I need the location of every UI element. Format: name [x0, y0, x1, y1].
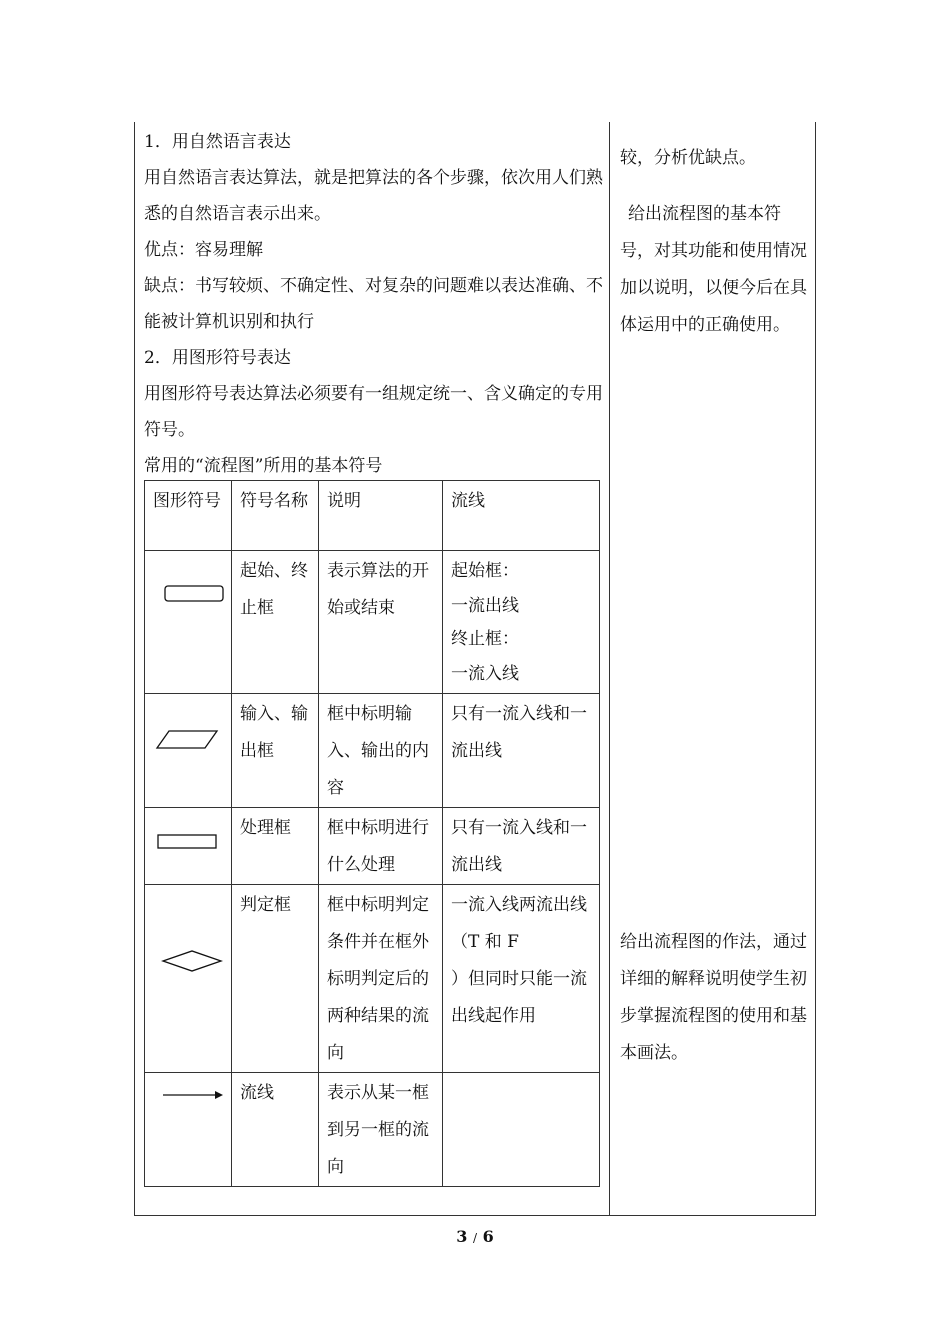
- main-content: [144, 124, 604, 484]
- symbol-name: 流线: [232, 1073, 319, 1187]
- flow-line: 一流入线两流出线: [451, 895, 587, 915]
- pros-text: 优点：容易理解: [144, 240, 263, 260]
- symbol-name: 判定框: [232, 885, 319, 1073]
- header-cell: 图形符号: [145, 481, 232, 551]
- symbol-flow: [443, 1073, 600, 1187]
- symbol-flow: [443, 885, 600, 1073]
- symbol-name: 输入、输出框: [232, 694, 319, 808]
- flowchart-symbol-table: [144, 480, 600, 1187]
- table-border-middle: [609, 122, 610, 1216]
- page-footer: [0, 1227, 950, 1246]
- arrow-icon: [159, 1085, 229, 1105]
- symbol-desc: 表示从某一框到另一框的流向: [319, 1073, 443, 1187]
- table-caption: 常用的“流程图”所用的基本符号: [144, 456, 383, 476]
- page-separator: /: [472, 1231, 478, 1245]
- table-border-right: [815, 122, 816, 1216]
- side-note-text: 给出流程图的作法，通过详细的解释说明使学生初步掌握流程图的使用和基本画法。: [620, 932, 807, 1063]
- side-note-2: [620, 196, 810, 344]
- symbol-name: 起始、终止框: [232, 551, 319, 694]
- table-row: [145, 885, 600, 1073]
- section2-heading: 2．用图形符号表达: [144, 348, 291, 368]
- table-row: [145, 551, 600, 694]
- shape-cell: [145, 1073, 232, 1187]
- page-total: 6: [482, 1227, 494, 1246]
- section2-body: 用图形符号表达算法必须要有一组规定统一、含义确定的专用符号。: [144, 384, 603, 440]
- symbol-desc: 框中标明输入、输出的内容: [319, 694, 443, 808]
- shape-cell: [145, 808, 232, 885]
- shape-cell: [145, 551, 232, 694]
- symbol-flow: 只有一流入线和一流出线: [443, 694, 600, 808]
- flow-line: 一流出线: [451, 596, 519, 616]
- rounded-rect-icon: [159, 577, 229, 637]
- header-cell: 流线: [443, 481, 600, 551]
- symbol-desc: 框中标明判定条件并在框外标明判定后的两种结果的流向: [319, 885, 443, 1073]
- table-row: [145, 694, 600, 808]
- side-note-text: 给出流程图的基本符号，对其功能和使用情况加以说明，以便今后在具体运用中的正确使用。: [620, 204, 807, 335]
- page-number: 3: [456, 1227, 468, 1246]
- table-border-left: [134, 122, 135, 1216]
- section1-heading: 1．用自然语言表达: [144, 132, 291, 152]
- diamond-icon: [159, 947, 229, 977]
- side-note-3: [620, 924, 810, 1072]
- flow-line: 一流入线: [451, 664, 519, 684]
- table-row: [145, 808, 600, 885]
- symbol-flow: 只有一流入线和一流出线: [443, 808, 600, 885]
- table-header-row: [145, 481, 600, 551]
- flow-line: 起始框：: [451, 561, 519, 581]
- symbol-desc: 表示算法的开始或结束: [319, 551, 443, 694]
- side-note-1: [620, 140, 810, 177]
- rectangle-icon: [153, 828, 223, 858]
- section1-body: 用自然语言表达算法，就是把算法的各个步骤，依次用人们熟悉的自然语言表示出来。: [144, 168, 603, 224]
- symbol-desc: 框中标明进行什么处理: [319, 808, 443, 885]
- shape-cell: [145, 694, 232, 808]
- table-border-bottom: [134, 1215, 816, 1216]
- flow-line: （T 和 F: [451, 932, 519, 952]
- header-cell: 符号名称: [232, 481, 319, 551]
- flow-line: 终止框：: [451, 629, 519, 649]
- side-note-text: 较，分析优缺点。: [620, 148, 756, 168]
- flow-line: ）但同时只能一流出线起作用: [451, 969, 587, 1026]
- header-cell: 说明: [319, 481, 443, 551]
- parallelogram-icon: [153, 726, 228, 766]
- cons-text: 缺点：书写较烦、不确定性、对复杂的问题难以表达准确、不能被计算机识别和执行: [144, 276, 603, 332]
- symbol-name: 处理框: [232, 808, 319, 885]
- shape-cell: [145, 885, 232, 1073]
- table-row: [145, 1073, 600, 1187]
- symbol-flow: [443, 551, 600, 694]
